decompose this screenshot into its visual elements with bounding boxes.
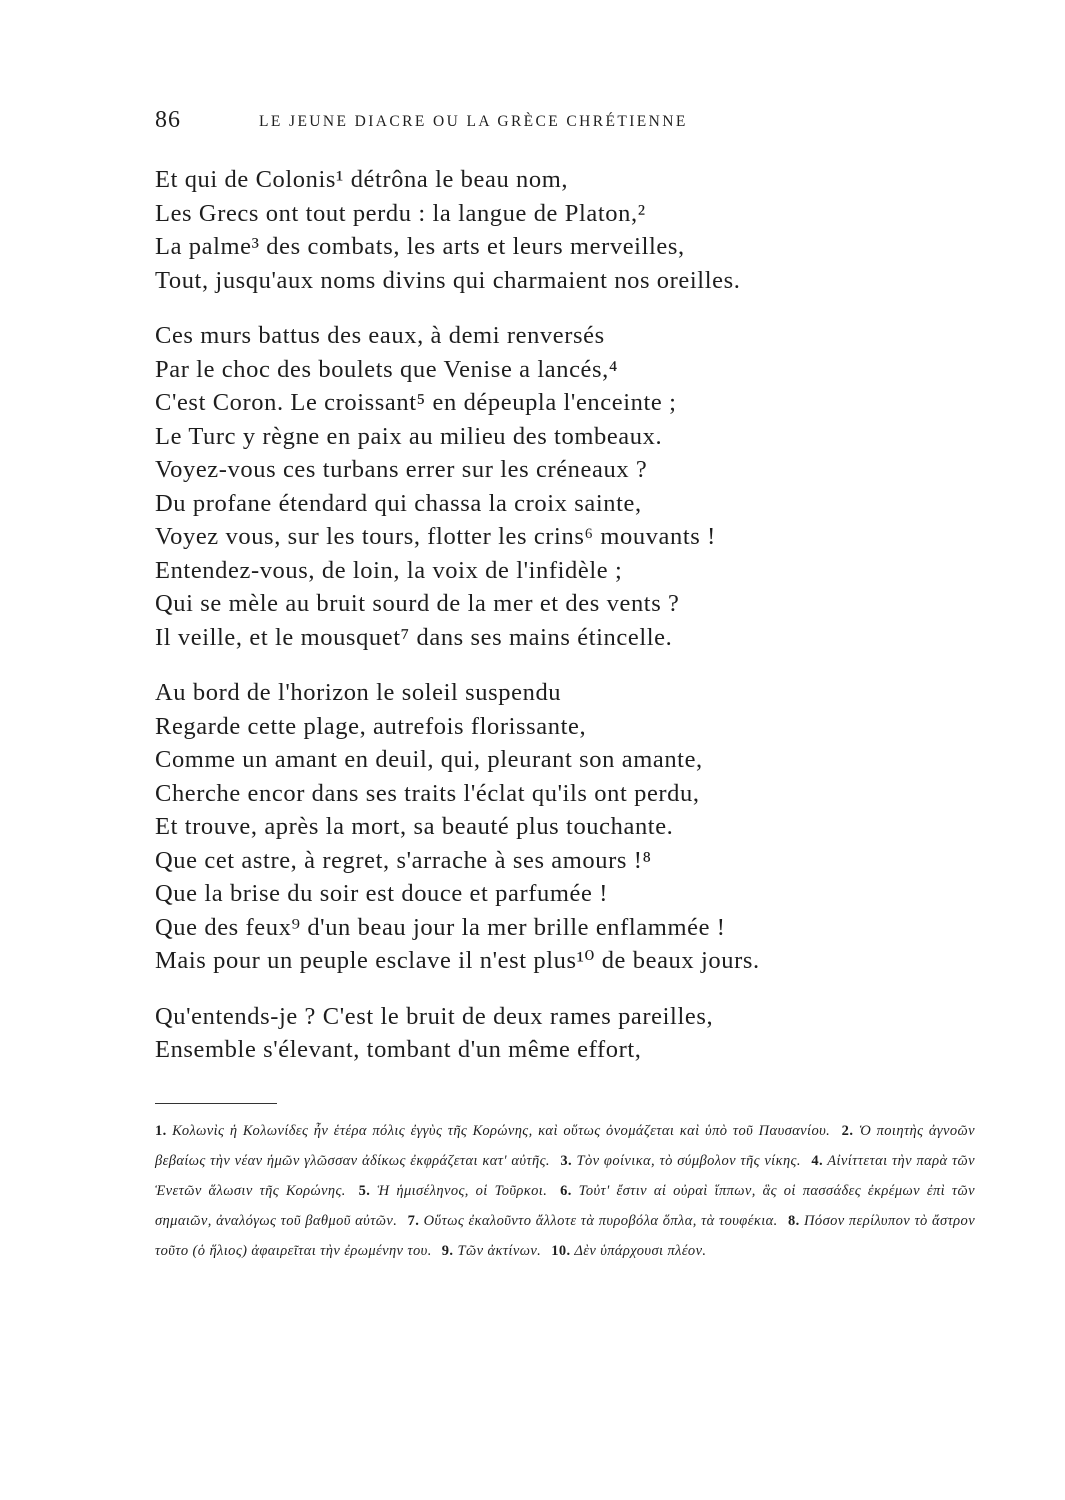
footnote-number: 5. <box>358 1183 371 1199</box>
footnote-number: 10. <box>551 1243 571 1259</box>
verse-line: La palme³ des combats, les arts et leurs merveilles, <box>155 233 685 260</box>
verse-line: Et trouve, après la mort, sa beauté plus touchante. <box>155 813 674 840</box>
footnote <box>442 1243 541 1259</box>
verse-line: Que la brise du soir est douce et parfumée ! <box>155 880 608 907</box>
verse-line: Par le choc des boulets que Venise a lancés,⁴ <box>155 355 619 383</box>
verse-line: Voyez vous, sur les tours, flotter les crins⁶ mouvants ! <box>155 523 716 550</box>
verse-line: Comme un amant en deuil, qui, pleurant son amante, <box>155 746 703 773</box>
verse-line: Et qui de Colonis¹ détrôna le beau nom, <box>155 166 569 193</box>
footnote-text: Ὁ ποιητὴς ἀγνοῶν βεβαίως τὴν νέαν ἡμῶν γλῶσσαν ἀδίκως ἐκφράζεται κατ' αὐτῆς. <box>155 1123 975 1169</box>
footnote-number: 3. <box>560 1153 573 1169</box>
footnote-text: Τὸν φοίνικα, τὸ σύμβολον τῆς νίκης. <box>576 1153 801 1169</box>
verse-line: Les Grecs ont tout perdu : la langue de Platon,² <box>155 199 646 227</box>
verse-line: Ensemble s'élevant, tombant d'un même effort, <box>155 1036 642 1063</box>
page-header <box>155 107 865 141</box>
footnote-text: Αἰνίττεται τὴν παρὰ τῶν Ἑνετῶν ἅλωσιν τῆς Κορώνης. <box>155 1153 976 1199</box>
footnote-number: 4. <box>811 1153 824 1169</box>
stanza-3 <box>155 676 985 978</box>
verse-line: Tout, jusqu'aux noms divins qui charmaient nos oreilles. <box>155 266 741 294</box>
verse-line: Que des feux⁹ d'un beau jour la mer brille enflammée ! <box>155 913 726 941</box>
footnotes <box>155 1116 975 1266</box>
verse-line: Ces murs battus des eaux, à demi renversés <box>155 322 605 349</box>
verse-line: Qu'entends-je ? C'est le bruit de deux rames pareilles, <box>155 1002 714 1030</box>
verse-line: Cherche encor dans ses traits l'éclat qu'ils ont perdu, <box>155 779 700 807</box>
verse-line: Au bord de l'horizon le soleil suspendu <box>155 679 562 706</box>
verse-line: Le Turc y règne en paix au milieu des tombeaux. <box>155 422 663 450</box>
verse-line: C'est Coron. Le croissant⁵ en dépeupla l'enceinte ; <box>155 389 677 416</box>
stanza-4 <box>155 1000 985 1067</box>
verse-line: Qui se mèle au bruit sourd de la mer et des vents ? <box>155 590 680 617</box>
page-number: 86 <box>155 107 181 133</box>
footnote-number: 1. <box>155 1123 167 1139</box>
verse-line: Entendez-vous, de loin, la voix de l'infidèle ; <box>155 556 623 584</box>
footnote <box>551 1243 706 1259</box>
verse-line: Mais pour un peuple esclave il n'est plus¹⁰ de beaux jours. <box>155 947 760 974</box>
footnote-text: Ἡ ἡμισέληνος, οἱ Τοῦρκοι. <box>377 1183 548 1199</box>
footnote-text: Οὕτως ἐκαλοῦντο ἄλλοτε τὰ πυροβόλα ὅπλα, τὰ τουφέκια. <box>423 1213 778 1229</box>
footnote-text: Δὲν ὑπάρχουσι πλέον. <box>574 1243 707 1259</box>
footnote-text: Τοὐτ' ἔστιν αἱ οὐραὶ ἵππων, ἃς οἱ πασσάδες ἐκρέμων ἐπὶ τῶν σημαιῶν, ἀναλόγως τοῦ βαθμοῦ αὐτῶν. <box>155 1183 975 1229</box>
verse-line: Du profane étendard qui chassa la croix sainte, <box>155 489 642 517</box>
stanza-2 <box>155 319 985 654</box>
footnote-separator <box>155 1103 277 1104</box>
footnote <box>155 1123 830 1139</box>
footnote-number: 2. <box>841 1123 854 1139</box>
stanza-1 <box>155 163 985 297</box>
footnote <box>560 1153 801 1169</box>
footnote <box>408 1213 778 1229</box>
footnote-text: Τῶν ἀκτίνων. <box>457 1243 542 1259</box>
verse-line: Que cet astre, à regret, s'arrache à ses amours !⁸ <box>155 846 652 874</box>
footnote-text: Κολωνὶς ἡ Κολωνίδες ἦν ἑτέρα πόλις ἐγγὺς τῆς Κορώνης, καὶ οὕτως ὀνομάζεται καὶ ὑπὸ τοῦ Παυσανίου. <box>172 1123 831 1139</box>
verse-line: Regarde cette plage, autrefois florissante, <box>155 712 587 740</box>
footnote-number: 6. <box>560 1183 572 1199</box>
poem <box>155 163 985 1089</box>
footnote-number: 7. <box>407 1213 420 1229</box>
footnote-number: 9. <box>441 1243 454 1259</box>
running-title: LE JEUNE DIACRE OU LA GRÈCE CHRÉTIENNE <box>259 113 688 130</box>
verse-line: Voyez-vous ces turbans errer sur les créneaux ? <box>155 456 648 483</box>
verse-line: Il veille, et le mousquet⁷ dans ses mains étincelle. <box>155 623 673 651</box>
footnote <box>359 1183 548 1199</box>
footnote-text: Πόσον περίλυπον τὸ ἄστρον τοῦτο (ὁ ἥλιος) ἀφαιρεῖται τὴν ἐρωμένην του. <box>155 1213 976 1259</box>
footnote-number: 8. <box>788 1213 800 1229</box>
